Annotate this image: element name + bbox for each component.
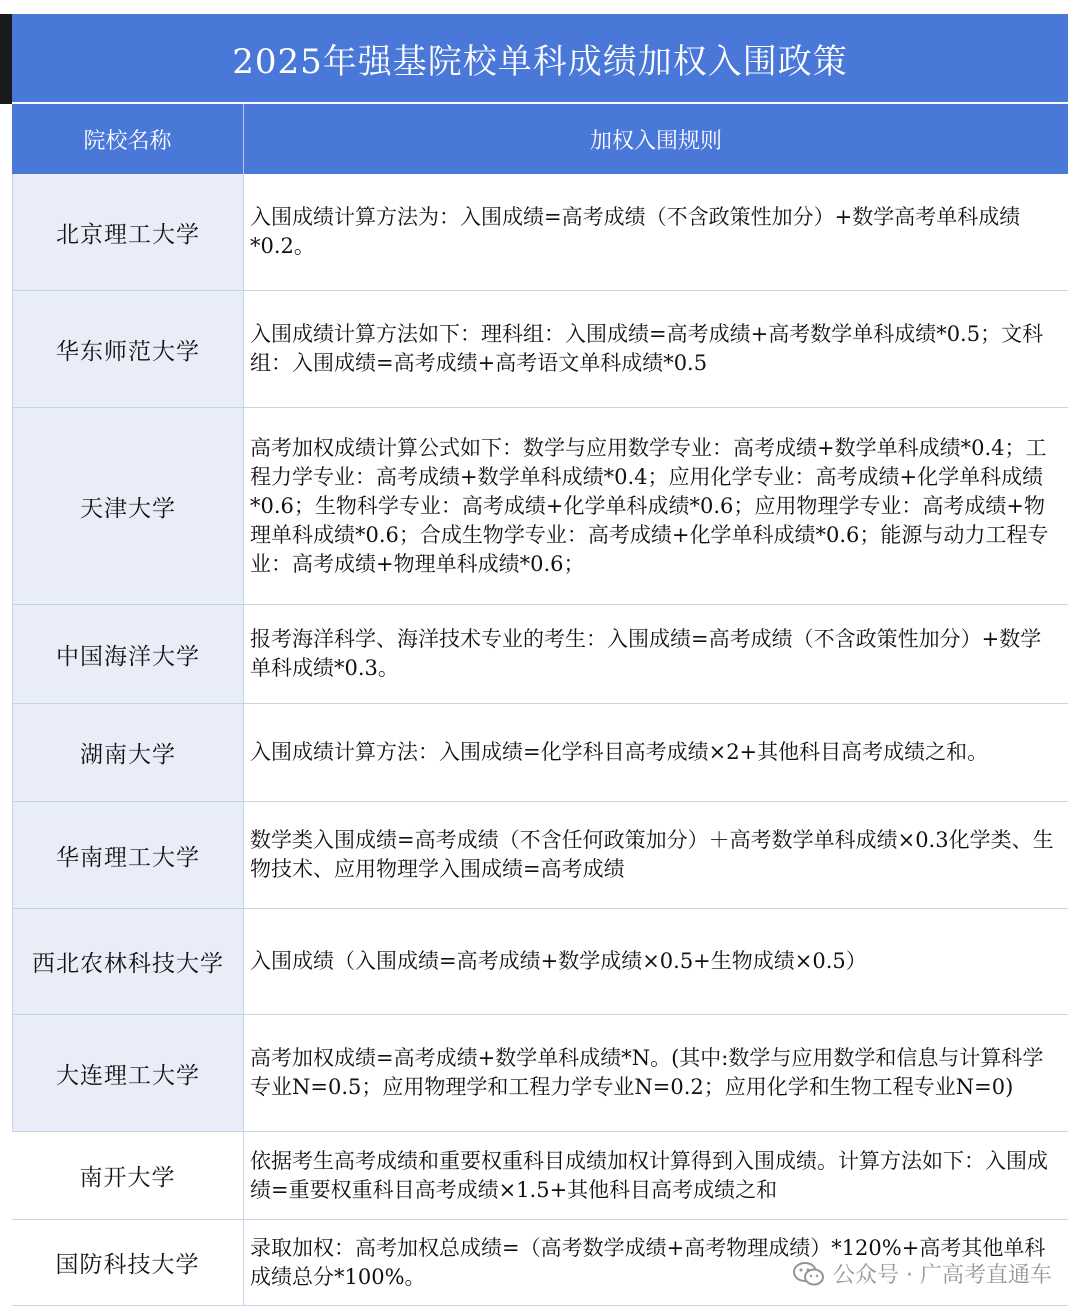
rule-text: 入围成绩计算方法：入围成绩=化学科目高考成绩×2+其他科目高考成绩之和。 [250, 740, 989, 764]
table-title: 2025年强基院校单科成绩加权入围政策 [12, 14, 1068, 102]
left-edge-bar [0, 14, 12, 104]
school-name: 湖南大学 [12, 704, 244, 801]
school-name: 大连理工大学 [12, 1015, 244, 1131]
table-row [12, 408, 1068, 605]
wechat-icon [793, 1261, 825, 1287]
school-name: 国防科技大学 [12, 1220, 244, 1305]
table-body [12, 174, 1068, 1306]
watermark [793, 1258, 1052, 1289]
rule-text: 入围成绩计算方法如下：理科组：入围成绩=高考成绩+高考数学单科成绩*0.5；文科组：入围成绩=高考成绩+高考语文单科成绩*0.5 [250, 322, 1044, 375]
rule-text: 高考加权成绩=高考成绩+数学单科成绩*N。(其中:数学与应用数学和信息与计算科学专业N=0.5；应用物理学和工程力学专业N=0.2；应用化学和生物工程专业N=0) [250, 1046, 1044, 1099]
rule-text: 入围成绩计算方法为：入围成绩=高考成绩（不含政策性加分）+数学高考单科成绩*0.2。 [250, 205, 1021, 258]
school-name: 南开大学 [12, 1132, 244, 1219]
rule-text: 数学类入围成绩=高考成绩（不含任何政策加分）＋高考数学单科成绩×0.3化学类、生物技术、应用物理学入围成绩=高考成绩 [250, 828, 1054, 881]
rule-text: 录取加权：高考加权总成绩=（高考数学成绩+高考物理成绩）*120%+高考其他单科成绩总分*100%。 [250, 1235, 1046, 1289]
rule-text: 依据考生高考成绩和重要权重科目成绩加权计算得到入围成绩。计算方法如下：入围成绩=重要权重科目高考成绩×1.5+其他科目高考成绩之和 [250, 1148, 1048, 1202]
school-name: 华东师范大学 [12, 291, 244, 407]
school-name: 天津大学 [12, 408, 244, 604]
table-row [12, 704, 1068, 802]
table-row [12, 909, 1068, 1015]
table-row [12, 174, 1068, 291]
table-row [12, 1015, 1068, 1132]
school-name: 北京理工大学 [12, 174, 244, 290]
table-row [12, 291, 1068, 408]
school-name: 西北农林科技大学 [12, 909, 244, 1014]
rule-text: 入围成绩（入围成绩=高考成绩+数学成绩×0.5+生物成绩×0.5） [250, 949, 867, 973]
policy-table [12, 14, 1068, 1306]
table-row [12, 605, 1068, 704]
rule-text: 高考加权成绩计算公式如下：数学与应用数学专业：高考成绩+数学单科成绩*0.4；工程力学专业：高考成绩+数学单科成绩*0.4；应用化学专业：高考成绩+化学单科成绩*0.6；生物科学专业：高考成绩+化学单科成绩*0.6；应用物理学专业：高考成绩+物理单科成绩*0.6；合成生物学专业：高考成绩+化学单科成绩*0.6；能源与动力工程专业：高考成绩+物理单科成绩*0.6； [250, 435, 1049, 576]
header-rule: 加权入围规则 [589, 128, 722, 154]
watermark-text: 公众号 · 广高考直通车 [833, 1263, 1052, 1288]
table-row [12, 802, 1068, 909]
school-name: 华南理工大学 [12, 802, 244, 908]
header-school: 院校名称 [12, 104, 244, 174]
table-header [12, 102, 1068, 174]
table-row [12, 1132, 1068, 1220]
school-name: 中国海洋大学 [12, 605, 244, 703]
rule-text: 报考海洋科学、海洋技术专业的考生：入围成绩=高考成绩（不含政策性加分）+数学单科成绩*0.3。 [250, 627, 1042, 680]
